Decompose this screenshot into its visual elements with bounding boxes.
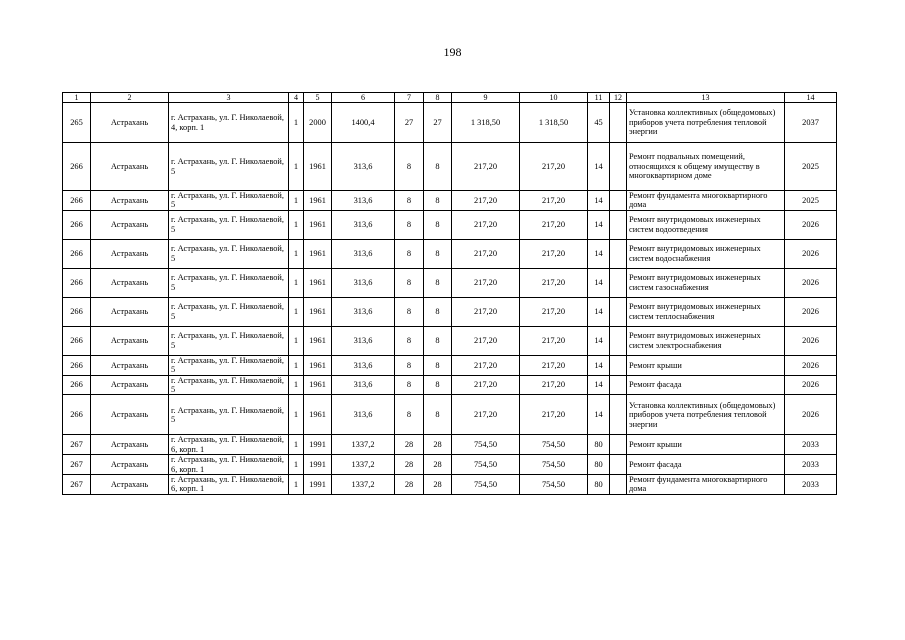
year-cell: 1961 bbox=[304, 297, 332, 326]
row-number-cell: 266 bbox=[63, 210, 91, 239]
planned-year-cell: 2026 bbox=[785, 297, 837, 326]
col-8-cell: 8 bbox=[424, 143, 452, 191]
table-row bbox=[63, 395, 837, 435]
table-row bbox=[63, 435, 837, 455]
year-cell: 1991 bbox=[304, 455, 332, 475]
col-9-cell: 217,20 bbox=[452, 326, 520, 355]
column-number-10: 10 bbox=[520, 93, 588, 103]
row-number-cell: 266 bbox=[63, 239, 91, 268]
address-cell: г. Астрахань, ул. Г. Николаевой, 5 bbox=[169, 326, 289, 355]
col-8-cell: 28 bbox=[424, 435, 452, 455]
col-4-cell: 1 bbox=[289, 143, 304, 191]
address-cell: г. Астрахань, ул. Г. Николаевой, 5 bbox=[169, 297, 289, 326]
col-8-cell: 8 bbox=[424, 326, 452, 355]
area-cell: 313,6 bbox=[332, 326, 395, 355]
year-cell: 1961 bbox=[304, 143, 332, 191]
column-number-4: 4 bbox=[289, 93, 304, 103]
col-10-cell: 754,50 bbox=[520, 435, 588, 455]
work-type-cell: Ремонт фасада bbox=[627, 455, 785, 475]
city-cell: Астрахань bbox=[91, 239, 169, 268]
planned-year-cell: 2026 bbox=[785, 239, 837, 268]
col-12-cell bbox=[610, 191, 627, 211]
column-number-6: 6 bbox=[332, 93, 395, 103]
col-4-cell: 1 bbox=[289, 375, 304, 395]
col-9-cell: 217,20 bbox=[452, 395, 520, 435]
area-cell: 313,6 bbox=[332, 375, 395, 395]
col-4-cell: 1 bbox=[289, 395, 304, 435]
col-10-cell: 217,20 bbox=[520, 326, 588, 355]
col-9-cell: 754,50 bbox=[452, 435, 520, 455]
col-9-cell: 217,20 bbox=[452, 268, 520, 297]
row-number-cell: 267 bbox=[63, 475, 91, 495]
col-10-cell: 217,20 bbox=[520, 268, 588, 297]
year-cell: 2000 bbox=[304, 103, 332, 143]
col-4-cell: 1 bbox=[289, 475, 304, 495]
area-cell: 1337,2 bbox=[332, 455, 395, 475]
year-cell: 1991 bbox=[304, 475, 332, 495]
work-type-cell: Ремонт фундамента многоквартирного дома bbox=[627, 475, 785, 495]
col-11-cell: 14 bbox=[588, 355, 610, 375]
col-10-cell: 217,20 bbox=[520, 395, 588, 435]
planned-year-cell: 2026 bbox=[785, 210, 837, 239]
area-cell: 313,6 bbox=[332, 143, 395, 191]
col-11-cell: 45 bbox=[588, 103, 610, 143]
planned-year-cell: 2033 bbox=[785, 455, 837, 475]
work-type-cell: Ремонт внутридомовых инженерных систем теплоснабжения bbox=[627, 297, 785, 326]
area-cell: 1400,4 bbox=[332, 103, 395, 143]
col-7-cell: 8 bbox=[395, 143, 424, 191]
work-type-cell: Ремонт крыши bbox=[627, 435, 785, 455]
col-9-cell: 1 318,50 bbox=[452, 103, 520, 143]
city-cell: Астрахань bbox=[91, 435, 169, 455]
table-row bbox=[63, 475, 837, 495]
col-10-cell: 217,20 bbox=[520, 210, 588, 239]
col-12-cell bbox=[610, 455, 627, 475]
col-4-cell: 1 bbox=[289, 297, 304, 326]
planned-year-cell: 2025 bbox=[785, 143, 837, 191]
col-10-cell: 1 318,50 bbox=[520, 103, 588, 143]
row-number-cell: 266 bbox=[63, 395, 91, 435]
col-12-cell bbox=[610, 475, 627, 495]
col-7-cell: 8 bbox=[395, 297, 424, 326]
col-4-cell: 1 bbox=[289, 239, 304, 268]
year-cell: 1961 bbox=[304, 191, 332, 211]
column-number-3: 3 bbox=[169, 93, 289, 103]
col-12-cell bbox=[610, 210, 627, 239]
year-cell: 1961 bbox=[304, 395, 332, 435]
planned-year-cell: 2026 bbox=[785, 375, 837, 395]
col-9-cell: 217,20 bbox=[452, 297, 520, 326]
col-11-cell: 14 bbox=[588, 143, 610, 191]
col-12-cell bbox=[610, 239, 627, 268]
area-cell: 313,6 bbox=[332, 297, 395, 326]
col-10-cell: 754,50 bbox=[520, 455, 588, 475]
page-number: 198 bbox=[443, 45, 462, 59]
work-type-cell: Ремонт внутридомовых инженерных систем водоснабжения bbox=[627, 239, 785, 268]
row-number-cell: 267 bbox=[63, 455, 91, 475]
city-cell: Астрахань bbox=[91, 268, 169, 297]
table-row bbox=[63, 103, 837, 143]
address-cell: г. Астрахань, ул. Г. Николаевой, 5 bbox=[169, 143, 289, 191]
column-number-13: 13 bbox=[627, 93, 785, 103]
area-cell: 1337,2 bbox=[332, 435, 395, 455]
area-cell: 313,6 bbox=[332, 355, 395, 375]
column-number-9: 9 bbox=[452, 93, 520, 103]
col-8-cell: 8 bbox=[424, 210, 452, 239]
col-10-cell: 217,20 bbox=[520, 143, 588, 191]
table-row bbox=[63, 375, 837, 395]
col-11-cell: 80 bbox=[588, 475, 610, 495]
col-10-cell: 217,20 bbox=[520, 239, 588, 268]
work-type-cell: Ремонт фундамента многоквартирного дома bbox=[627, 191, 785, 211]
col-11-cell: 14 bbox=[588, 191, 610, 211]
row-number-cell: 267 bbox=[63, 435, 91, 455]
col-10-cell: 217,20 bbox=[520, 297, 588, 326]
work-type-cell: Ремонт крыши bbox=[627, 355, 785, 375]
col-7-cell: 8 bbox=[395, 191, 424, 211]
row-number-cell: 266 bbox=[63, 326, 91, 355]
col-9-cell: 217,20 bbox=[452, 143, 520, 191]
row-number-cell: 265 bbox=[63, 103, 91, 143]
work-type-cell: Ремонт внутридомовых инженерных систем газоснабжения bbox=[627, 268, 785, 297]
table-row bbox=[63, 326, 837, 355]
address-cell: г. Астрахань, ул. Г. Николаевой, 5 bbox=[169, 395, 289, 435]
planned-year-cell: 2037 bbox=[785, 103, 837, 143]
work-type-cell: Ремонт фасада bbox=[627, 375, 785, 395]
table-row bbox=[63, 297, 837, 326]
col-12-cell bbox=[610, 103, 627, 143]
col-11-cell: 14 bbox=[588, 210, 610, 239]
address-cell: г. Астрахань, ул. Г. Николаевой, 6, корп. 1 bbox=[169, 475, 289, 495]
column-number-row bbox=[63, 93, 837, 103]
col-9-cell: 217,20 bbox=[452, 355, 520, 375]
city-cell: Астрахань bbox=[91, 143, 169, 191]
table-row bbox=[63, 268, 837, 297]
col-11-cell: 14 bbox=[588, 239, 610, 268]
planned-year-cell: 2033 bbox=[785, 475, 837, 495]
work-type-cell: Ремонт подвальных помещений, относящихся к общему имуществу в многоквартирном доме bbox=[627, 143, 785, 191]
col-12-cell bbox=[610, 297, 627, 326]
year-cell: 1961 bbox=[304, 210, 332, 239]
city-cell: Астрахань bbox=[91, 297, 169, 326]
planned-year-cell: 2033 bbox=[785, 435, 837, 455]
area-cell: 313,6 bbox=[332, 395, 395, 435]
col-8-cell: 28 bbox=[424, 475, 452, 495]
col-7-cell: 8 bbox=[395, 326, 424, 355]
col-4-cell: 1 bbox=[289, 455, 304, 475]
area-cell: 313,6 bbox=[332, 268, 395, 297]
col-12-cell bbox=[610, 435, 627, 455]
work-type-cell: Ремонт внутридомовых инженерных систем водоотведения bbox=[627, 210, 785, 239]
col-11-cell: 14 bbox=[588, 268, 610, 297]
work-type-cell: Установка коллективных (общедомовых) приборов учета потребления тепловой энергии bbox=[627, 395, 785, 435]
col-8-cell: 8 bbox=[424, 395, 452, 435]
col-7-cell: 8 bbox=[395, 375, 424, 395]
col-11-cell: 14 bbox=[588, 326, 610, 355]
col-4-cell: 1 bbox=[289, 268, 304, 297]
col-8-cell: 8 bbox=[424, 268, 452, 297]
planned-year-cell: 2025 bbox=[785, 191, 837, 211]
row-number-cell: 266 bbox=[63, 268, 91, 297]
table-row bbox=[63, 210, 837, 239]
city-cell: Астрахань bbox=[91, 191, 169, 211]
year-cell: 1961 bbox=[304, 375, 332, 395]
col-9-cell: 217,20 bbox=[452, 191, 520, 211]
address-cell: г. Астрахань, ул. Г. Николаевой, 6, корп. 1 bbox=[169, 455, 289, 475]
col-10-cell: 217,20 bbox=[520, 355, 588, 375]
year-cell: 1991 bbox=[304, 435, 332, 455]
col-4-cell: 1 bbox=[289, 355, 304, 375]
col-4-cell: 1 bbox=[289, 435, 304, 455]
col-7-cell: 27 bbox=[395, 103, 424, 143]
city-cell: Астрахань bbox=[91, 326, 169, 355]
table-row bbox=[63, 455, 837, 475]
address-cell: г. Астрахань, ул. Г. Николаевой, 4, корп. 1 bbox=[169, 103, 289, 143]
city-cell: Астрахань bbox=[91, 103, 169, 143]
column-number-11: 11 bbox=[588, 93, 610, 103]
row-number-cell: 266 bbox=[63, 191, 91, 211]
col-11-cell: 80 bbox=[588, 435, 610, 455]
col-12-cell bbox=[610, 375, 627, 395]
col-11-cell: 80 bbox=[588, 455, 610, 475]
address-cell: г. Астрахань, ул. Г. Николаевой, 5 bbox=[169, 375, 289, 395]
year-cell: 1961 bbox=[304, 355, 332, 375]
row-number-cell: 266 bbox=[63, 375, 91, 395]
area-cell: 313,6 bbox=[332, 191, 395, 211]
table-row bbox=[63, 239, 837, 268]
col-7-cell: 28 bbox=[395, 455, 424, 475]
table-row bbox=[63, 191, 837, 211]
col-12-cell bbox=[610, 268, 627, 297]
city-cell: Астрахань bbox=[91, 210, 169, 239]
col-7-cell: 8 bbox=[395, 268, 424, 297]
col-9-cell: 754,50 bbox=[452, 455, 520, 475]
year-cell: 1961 bbox=[304, 326, 332, 355]
col-7-cell: 28 bbox=[395, 475, 424, 495]
address-cell: г. Астрахань, ул. Г. Николаевой, 5 bbox=[169, 191, 289, 211]
column-number-5: 5 bbox=[304, 93, 332, 103]
col-8-cell: 8 bbox=[424, 239, 452, 268]
column-number-12: 12 bbox=[610, 93, 627, 103]
year-cell: 1961 bbox=[304, 239, 332, 268]
col-10-cell: 217,20 bbox=[520, 191, 588, 211]
area-cell: 1337,2 bbox=[332, 475, 395, 495]
col-10-cell: 217,20 bbox=[520, 375, 588, 395]
col-4-cell: 1 bbox=[289, 210, 304, 239]
planned-year-cell: 2026 bbox=[785, 268, 837, 297]
row-number-cell: 266 bbox=[63, 355, 91, 375]
work-type-cell: Ремонт внутридомовых инженерных систем электроснабжения bbox=[627, 326, 785, 355]
work-type-cell: Установка коллективных (общедомовых) приборов учета потребления тепловой энергии bbox=[627, 103, 785, 143]
col-11-cell: 14 bbox=[588, 395, 610, 435]
row-number-cell: 266 bbox=[63, 297, 91, 326]
address-cell: г. Астрахань, ул. Г. Николаевой, 5 bbox=[169, 239, 289, 268]
planned-year-cell: 2026 bbox=[785, 395, 837, 435]
col-8-cell: 8 bbox=[424, 191, 452, 211]
planned-year-cell: 2026 bbox=[785, 355, 837, 375]
city-cell: Астрахань bbox=[91, 395, 169, 435]
col-4-cell: 1 bbox=[289, 103, 304, 143]
address-cell: г. Астрахань, ул. Г. Николаевой, 5 bbox=[169, 268, 289, 297]
col-7-cell: 8 bbox=[395, 355, 424, 375]
col-12-cell bbox=[610, 326, 627, 355]
address-cell: г. Астрахань, ул. Г. Николаевой, 5 bbox=[169, 355, 289, 375]
col-4-cell: 1 bbox=[289, 191, 304, 211]
col-11-cell: 14 bbox=[588, 375, 610, 395]
col-7-cell: 8 bbox=[395, 395, 424, 435]
column-number-8: 8 bbox=[424, 93, 452, 103]
column-number-1: 1 bbox=[63, 93, 91, 103]
col-12-cell bbox=[610, 395, 627, 435]
col-4-cell: 1 bbox=[289, 326, 304, 355]
col-12-cell bbox=[610, 355, 627, 375]
column-number-14: 14 bbox=[785, 93, 837, 103]
col-7-cell: 8 bbox=[395, 210, 424, 239]
city-cell: Астрахань bbox=[91, 355, 169, 375]
year-cell: 1961 bbox=[304, 268, 332, 297]
col-8-cell: 28 bbox=[424, 455, 452, 475]
col-7-cell: 8 bbox=[395, 239, 424, 268]
area-cell: 313,6 bbox=[332, 239, 395, 268]
city-cell: Астрахань bbox=[91, 475, 169, 495]
col-9-cell: 754,50 bbox=[452, 475, 520, 495]
row-number-cell: 266 bbox=[63, 143, 91, 191]
col-11-cell: 14 bbox=[588, 297, 610, 326]
city-cell: Астрахань bbox=[91, 455, 169, 475]
data-table bbox=[62, 92, 837, 495]
col-9-cell: 217,20 bbox=[452, 375, 520, 395]
col-8-cell: 8 bbox=[424, 375, 452, 395]
col-8-cell: 8 bbox=[424, 297, 452, 326]
column-number-2: 2 bbox=[91, 93, 169, 103]
col-12-cell bbox=[610, 143, 627, 191]
col-8-cell: 8 bbox=[424, 355, 452, 375]
planned-year-cell: 2026 bbox=[785, 326, 837, 355]
col-7-cell: 28 bbox=[395, 435, 424, 455]
address-cell: г. Астрахань, ул. Г. Николаевой, 5 bbox=[169, 210, 289, 239]
col-10-cell: 754,50 bbox=[520, 475, 588, 495]
table-row bbox=[63, 143, 837, 191]
address-cell: г. Астрахань, ул. Г. Николаевой, 6, корп. 1 bbox=[169, 435, 289, 455]
area-cell: 313,6 bbox=[332, 210, 395, 239]
column-number-7: 7 bbox=[395, 93, 424, 103]
col-9-cell: 217,20 bbox=[452, 239, 520, 268]
col-8-cell: 27 bbox=[424, 103, 452, 143]
city-cell: Астрахань bbox=[91, 375, 169, 395]
table-row bbox=[63, 355, 837, 375]
col-9-cell: 217,20 bbox=[452, 210, 520, 239]
